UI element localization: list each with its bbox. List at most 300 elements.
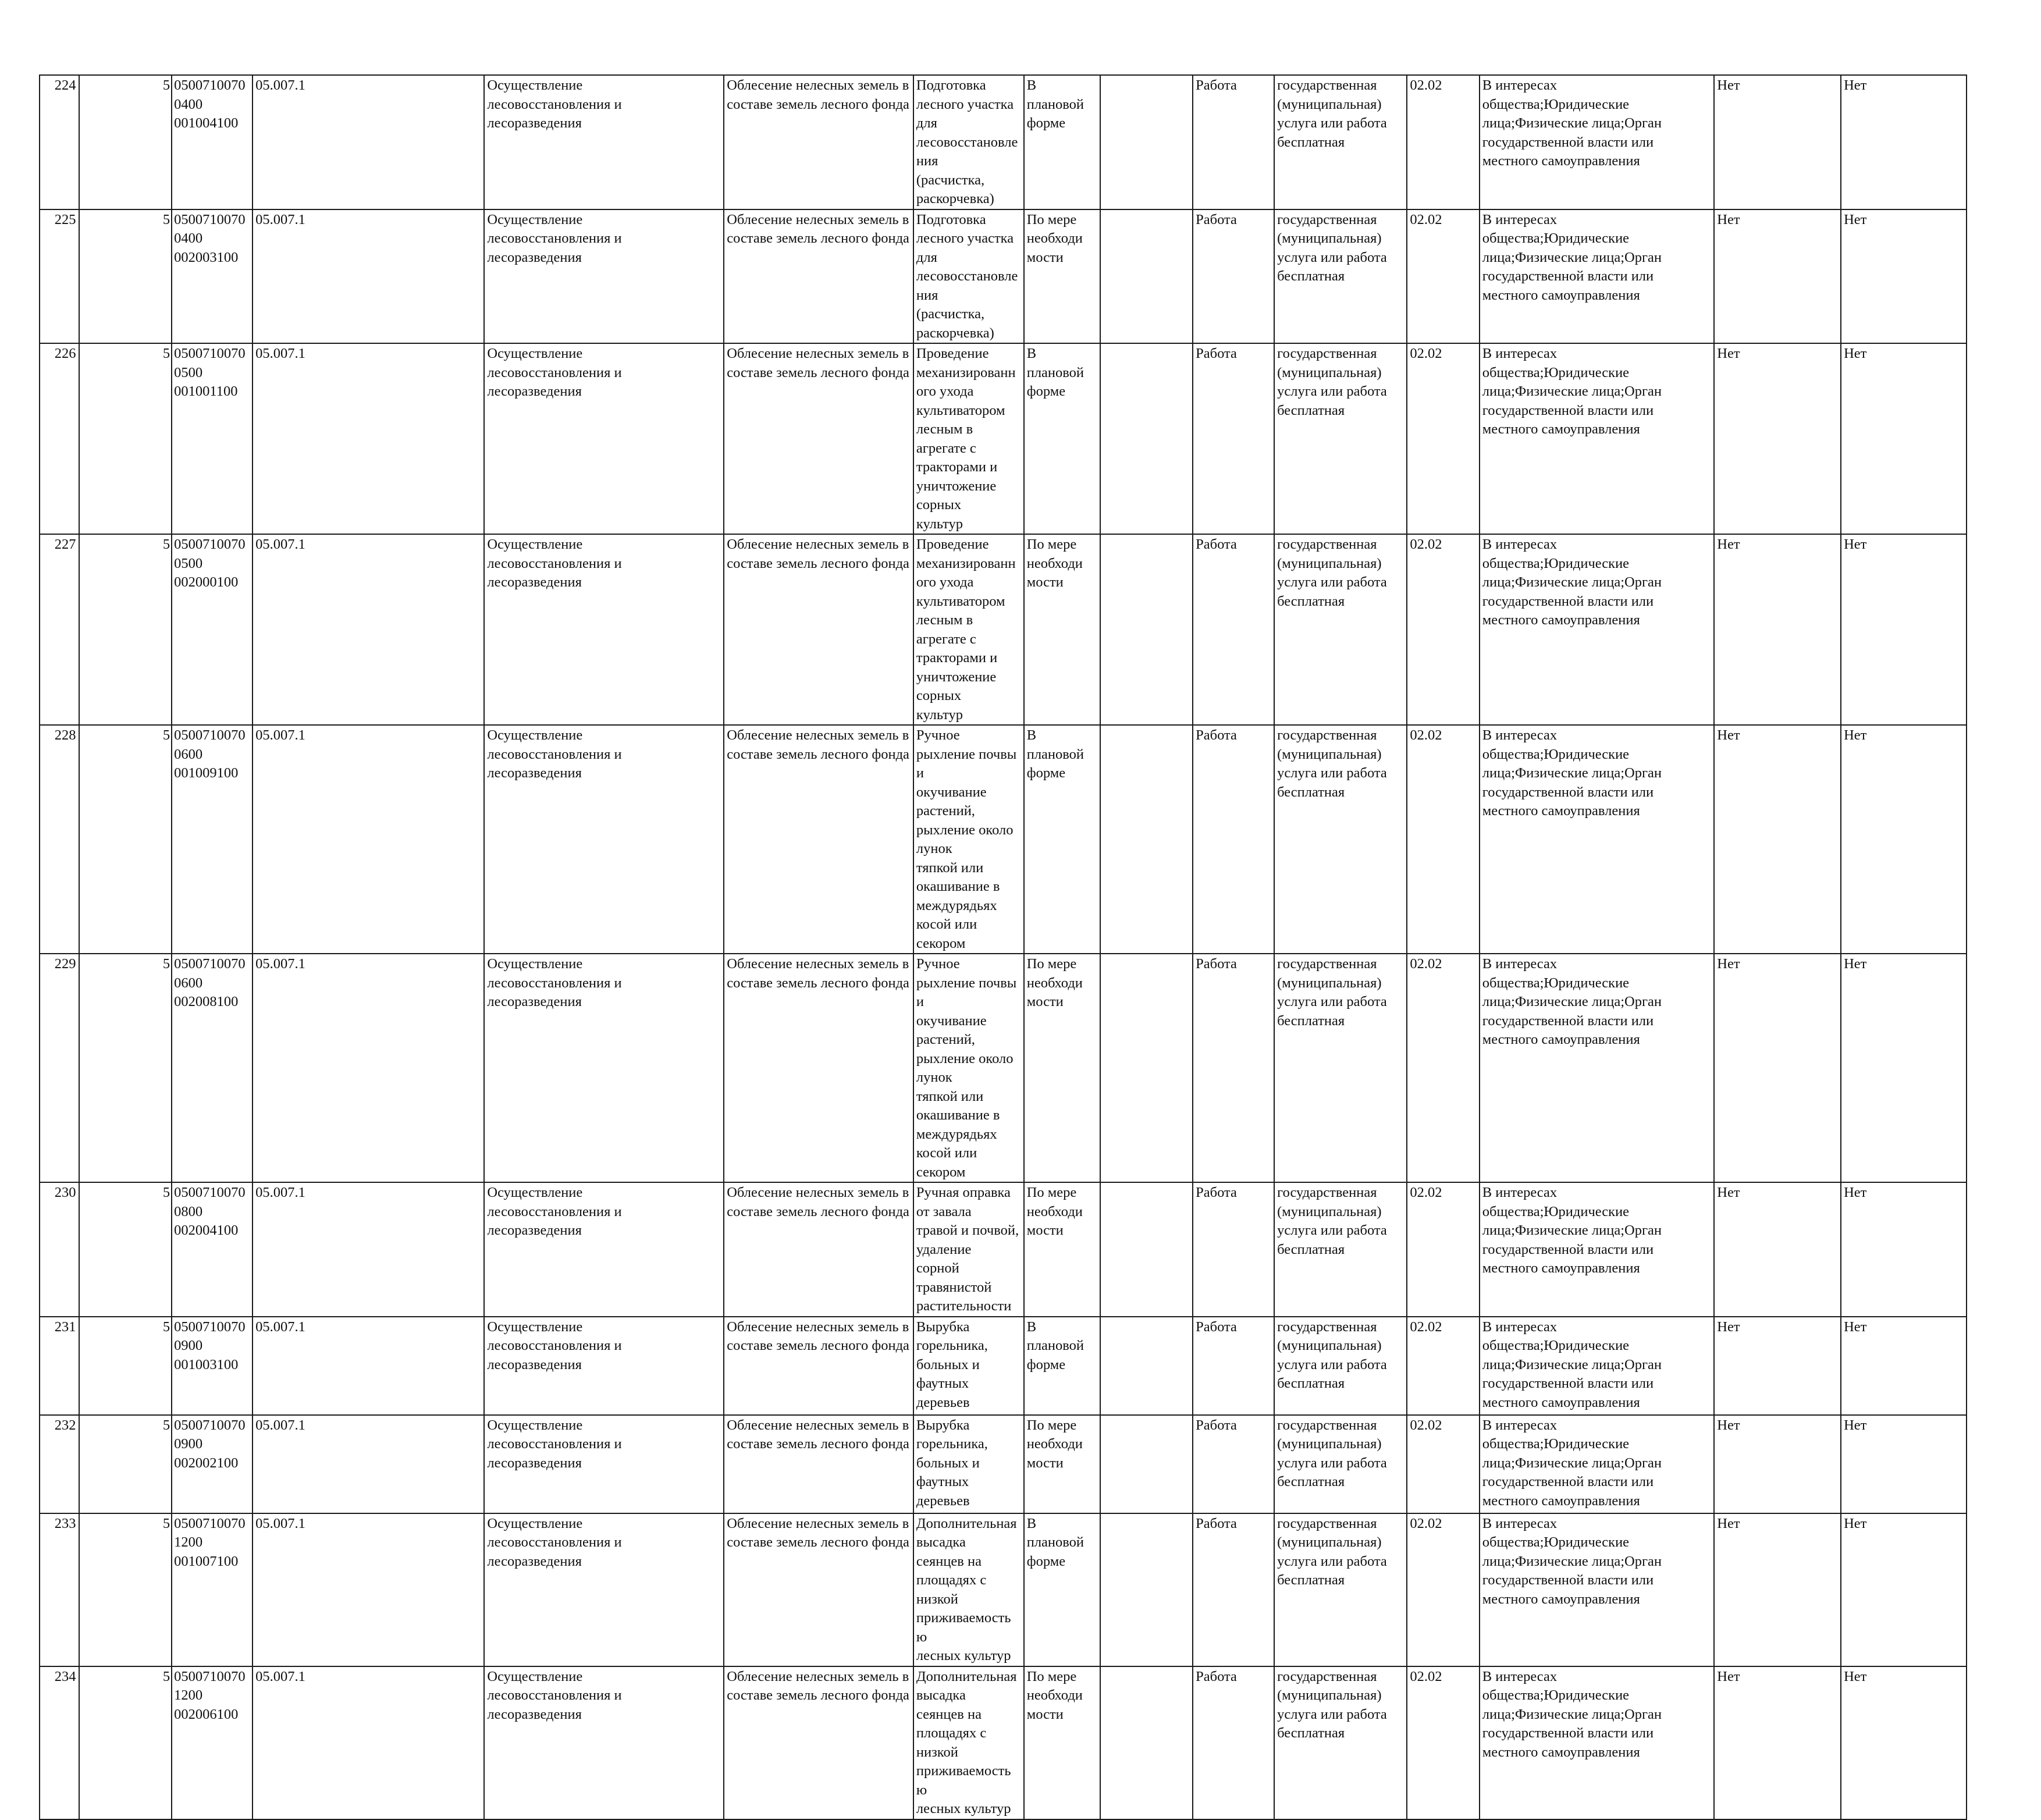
activity-name-cell bbox=[484, 534, 724, 725]
row-number-text: 225 bbox=[54, 211, 76, 228]
work-type-text: Работа bbox=[1196, 1185, 1237, 1200]
flag-text: Нет bbox=[1717, 211, 1740, 228]
table-row bbox=[40, 1317, 1967, 1415]
work-content-text: Подготовка лесного участка для лесовосстановления (расчистка, раскорчевка) bbox=[916, 211, 1018, 341]
work-type-text: Работа bbox=[1196, 77, 1237, 93]
row-number-text: 224 bbox=[54, 77, 76, 93]
flag-text: Нет bbox=[1717, 1668, 1740, 1684]
payment-type-text: государственная (муниципальная) услуга или работа бесплатная bbox=[1277, 727, 1387, 800]
okved2-cell bbox=[1407, 75, 1479, 209]
okved-code-text: 05.007.1 bbox=[255, 346, 305, 361]
category-cell bbox=[724, 534, 913, 725]
okved-code-text: 05.007.1 bbox=[255, 211, 305, 228]
registry-code-text: 05007100700900 002002100 bbox=[174, 1417, 246, 1471]
okved-code-cell bbox=[253, 343, 484, 534]
work-type-text: Работа bbox=[1196, 211, 1237, 228]
category-text: Облесение нелесных земель в составе земель лесного фонда bbox=[727, 1185, 909, 1220]
delivery-form-text: В плановой форме bbox=[1026, 77, 1084, 131]
payment-type-text: государственная (муниципальная) услуга или работа бесплатная bbox=[1277, 1185, 1387, 1257]
okved-code-text: 05.007.1 bbox=[255, 536, 305, 552]
row-number-text: 232 bbox=[54, 1417, 76, 1433]
activity-name-cell bbox=[484, 209, 724, 344]
registry-code-text: 05007100700400 002003100 bbox=[174, 211, 246, 265]
category-text: Облесение нелесных земель в составе земель лесного фонда bbox=[727, 956, 909, 991]
category-text: Облесение нелесных земель в составе земель лесного фонда bbox=[727, 1417, 909, 1452]
delivery-form-cell bbox=[1024, 343, 1101, 534]
empty-cell bbox=[1100, 725, 1193, 954]
empty-cell bbox=[1100, 1513, 1193, 1666]
registry-code-cell bbox=[172, 209, 253, 344]
flag-cell bbox=[1714, 954, 1841, 1182]
consumers-text: В интересах общества;Юридические лица;Физические лица;Орган государственной власти или местного самоуправления bbox=[1482, 211, 1662, 303]
work-type-text: Работа bbox=[1196, 1515, 1237, 1531]
level-text: 5 bbox=[162, 346, 170, 361]
okved2-text: 02.02 bbox=[1410, 956, 1442, 972]
work-type-cell bbox=[1193, 1666, 1274, 1819]
category-cell bbox=[724, 1317, 913, 1415]
consumers-cell bbox=[1480, 1513, 1714, 1666]
work-content-text: Ручное рыхление почвы и окучивание растений, рыхление около лунок тяпкой или окашивание в междурядьях косой или секором bbox=[916, 956, 1017, 1180]
registry-code-cell bbox=[172, 954, 253, 1182]
flag-text: Нет bbox=[1844, 1185, 1867, 1200]
okved2-cell bbox=[1407, 534, 1479, 725]
empty-cell bbox=[1100, 343, 1193, 534]
level-cell bbox=[79, 1415, 172, 1513]
okved2-text: 02.02 bbox=[1410, 536, 1442, 552]
okved-code-text: 05.007.1 bbox=[255, 1668, 305, 1684]
registry-code-text: 05007100700900 001003100 bbox=[174, 1318, 246, 1373]
level-cell bbox=[79, 1317, 172, 1415]
delivery-form-text: По мере необходи мости bbox=[1026, 536, 1083, 590]
work-type-cell bbox=[1193, 75, 1274, 209]
row-number-cell bbox=[40, 1182, 79, 1317]
register-body bbox=[40, 75, 1967, 1819]
consumers-cell bbox=[1480, 1666, 1714, 1819]
work-type-text: Работа bbox=[1196, 1318, 1237, 1335]
consumers-text: В интересах общества;Юридические лица;Физические лица;Орган государственной власти или местного самоуправления bbox=[1482, 1515, 1662, 1607]
delivery-form-text: В плановой форме bbox=[1026, 1515, 1084, 1569]
activity-name-cell bbox=[484, 1513, 724, 1666]
row-number-text: 230 bbox=[54, 1185, 76, 1200]
flag-text: Нет bbox=[1844, 77, 1867, 93]
okved2-text: 02.02 bbox=[1410, 1668, 1442, 1684]
flag-text: Нет bbox=[1717, 1318, 1740, 1335]
flag-text: Нет bbox=[1717, 536, 1740, 552]
table-row bbox=[40, 1415, 1967, 1513]
delivery-form-cell bbox=[1024, 954, 1101, 1182]
activity-name-cell bbox=[484, 1415, 724, 1513]
level-cell bbox=[79, 75, 172, 209]
delivery-form-cell bbox=[1024, 1182, 1101, 1317]
activity-name-cell bbox=[484, 343, 724, 534]
okved2-text: 02.02 bbox=[1410, 1318, 1442, 1335]
work-content-text: Вырубка горельника, больных и фаутных деревьев bbox=[916, 1417, 988, 1509]
okved-code-cell bbox=[253, 725, 484, 954]
payment-type-text: государственная (муниципальная) услуга или работа бесплатная bbox=[1277, 536, 1387, 609]
work-type-cell bbox=[1193, 534, 1274, 725]
work-type-text: Работа bbox=[1196, 536, 1237, 552]
delivery-form-cell bbox=[1024, 1415, 1101, 1513]
payment-type-text: государственная (муниципальная) услуга или работа бесплатная bbox=[1277, 77, 1387, 150]
okved2-text: 02.02 bbox=[1410, 727, 1442, 743]
work-content-text: Проведение механизированного ухода культиватором лесным в агрегате с тракторами и уничтожение сорных культур bbox=[916, 346, 1016, 532]
delivery-form-text: В плановой форме bbox=[1026, 346, 1084, 399]
category-cell bbox=[724, 1182, 913, 1317]
level-cell bbox=[79, 534, 172, 725]
flag-text: Нет bbox=[1717, 1417, 1740, 1433]
flag-cell bbox=[1714, 75, 1841, 209]
category-text: Облесение нелесных земель в составе земель лесного фонда bbox=[727, 211, 909, 246]
consumers-cell bbox=[1480, 534, 1714, 725]
work-type-cell bbox=[1193, 725, 1274, 954]
row-number-cell bbox=[40, 209, 79, 344]
category-text: Облесение нелесных земель в составе земель лесного фонда bbox=[727, 1318, 909, 1353]
work-content-cell bbox=[913, 1182, 1024, 1317]
work-content-text: Ручное рыхление почвы и окучивание растений, рыхление около лунок тяпкой или окашивание в междурядьях косой или секором bbox=[916, 727, 1017, 951]
okved2-cell bbox=[1407, 209, 1479, 344]
category-text: Облесение нелесных земель в составе земель лесного фонда bbox=[727, 1668, 909, 1703]
payment-type-cell bbox=[1274, 1415, 1407, 1513]
flag-text: Нет bbox=[1844, 956, 1867, 972]
row-number-text: 226 bbox=[54, 346, 76, 361]
category-text: Облесение нелесных земель в составе земель лесного фонда bbox=[727, 536, 909, 571]
work-content-cell bbox=[913, 343, 1024, 534]
flag-text: Нет bbox=[1717, 956, 1740, 972]
flag-text: Нет bbox=[1717, 77, 1740, 93]
level-text: 5 bbox=[162, 727, 170, 743]
okved2-cell bbox=[1407, 1317, 1479, 1415]
delivery-form-text: По мере необходи мости bbox=[1026, 956, 1083, 1009]
consumers-cell bbox=[1480, 725, 1714, 954]
consumers-cell bbox=[1480, 1415, 1714, 1513]
flag-text: Нет bbox=[1844, 536, 1867, 552]
row-number-cell bbox=[40, 954, 79, 1182]
flag-cell bbox=[1841, 1415, 1967, 1513]
table-row bbox=[40, 1513, 1967, 1666]
activity-name-cell bbox=[484, 954, 724, 1182]
registry-code-cell bbox=[172, 1317, 253, 1415]
empty-cell bbox=[1100, 75, 1193, 209]
level-cell bbox=[79, 954, 172, 1182]
work-type-text: Работа bbox=[1196, 346, 1237, 361]
delivery-form-cell bbox=[1024, 1317, 1101, 1415]
work-type-text: Работа bbox=[1196, 727, 1237, 743]
table-row bbox=[40, 954, 1967, 1182]
row-number-cell bbox=[40, 725, 79, 954]
work-type-cell bbox=[1193, 954, 1274, 1182]
row-number-text: 229 bbox=[54, 956, 76, 972]
work-content-text: Дополнительная высадка сеянцев на площадях с низкой приживаемостью лесных культур bbox=[916, 1515, 1017, 1663]
delivery-form-text: По мере необходи мости bbox=[1026, 1417, 1083, 1471]
level-text: 5 bbox=[162, 1185, 170, 1200]
flag-cell bbox=[1841, 343, 1967, 534]
payment-type-cell bbox=[1274, 725, 1407, 954]
activity-name-text: Осуществление лесовосстановления и лесоразведения bbox=[487, 211, 622, 265]
work-content-text: Дополнительная высадка сеянцев на площадях с низкой приживаемостью лесных культур bbox=[916, 1668, 1017, 1817]
work-content-cell bbox=[913, 534, 1024, 725]
work-content-cell bbox=[913, 1415, 1024, 1513]
level-text: 5 bbox=[162, 1515, 170, 1531]
flag-cell bbox=[1841, 1182, 1967, 1317]
work-content-text: Подготовка лесного участка для лесовосстановления (расчистка, раскорчевка) bbox=[916, 77, 1018, 207]
activity-name-text: Осуществление лесовосстановления и лесоразведения bbox=[487, 77, 622, 131]
delivery-form-cell bbox=[1024, 209, 1101, 344]
activity-name-text: Осуществление лесовосстановления и лесоразведения bbox=[487, 536, 622, 590]
consumers-text: В интересах общества;Юридические лица;Физические лица;Орган государственной власти или местного самоуправления bbox=[1482, 1417, 1662, 1509]
payment-type-cell bbox=[1274, 1513, 1407, 1666]
level-text: 5 bbox=[162, 1417, 170, 1433]
delivery-form-text: В плановой форме bbox=[1026, 727, 1084, 781]
registry-code-text: 05007100700500 001001100 bbox=[174, 346, 246, 399]
row-number-text: 231 bbox=[54, 1318, 76, 1335]
work-content-cell bbox=[913, 725, 1024, 954]
category-cell bbox=[724, 75, 913, 209]
okved2-cell bbox=[1407, 1415, 1479, 1513]
work-type-cell bbox=[1193, 343, 1274, 534]
registry-code-text: 05007100700600 001009100 bbox=[174, 727, 246, 781]
okved2-cell bbox=[1407, 1513, 1479, 1666]
services-register-table bbox=[39, 74, 1967, 1820]
activity-name-text: Осуществление лесовосстановления и лесоразведения bbox=[487, 1417, 622, 1471]
activity-name-text: Осуществление лесовосстановления и лесоразведения bbox=[487, 1668, 622, 1722]
empty-cell bbox=[1100, 534, 1193, 725]
level-cell bbox=[79, 725, 172, 954]
okved2-text: 02.02 bbox=[1410, 77, 1442, 93]
flag-cell bbox=[1714, 1513, 1841, 1666]
work-content-text: Ручная оправка от завала травой и почвой, удаление сорной травянистой растительности bbox=[916, 1185, 1019, 1314]
payment-type-text: государственная (муниципальная) услуга или работа бесплатная bbox=[1277, 1417, 1387, 1490]
work-type-cell bbox=[1193, 209, 1274, 344]
level-text: 5 bbox=[162, 956, 170, 972]
category-text: Облесение нелесных земель в составе земель лесного фонда bbox=[727, 77, 909, 112]
level-text: 5 bbox=[162, 1318, 170, 1335]
okved2-cell bbox=[1407, 725, 1479, 954]
registry-code-text: 05007100701200 001007100 bbox=[174, 1515, 246, 1569]
flag-cell bbox=[1841, 534, 1967, 725]
registry-code-text: 05007100700800 002004100 bbox=[174, 1185, 246, 1238]
level-cell bbox=[79, 209, 172, 344]
flag-cell bbox=[1714, 725, 1841, 954]
consumers-text: В интересах общества;Юридические лица;Физические лица;Орган государственной власти или местного самоуправления bbox=[1482, 77, 1662, 169]
flag-cell bbox=[1714, 1317, 1841, 1415]
flag-text: Нет bbox=[1844, 727, 1867, 743]
flag-text: Нет bbox=[1844, 1515, 1867, 1531]
okved-code-cell bbox=[253, 534, 484, 725]
level-cell bbox=[79, 1666, 172, 1819]
flag-cell bbox=[1714, 1666, 1841, 1819]
consumers-text: В интересах общества;Юридические лица;Физические лица;Орган государственной власти или местного самоуправления bbox=[1482, 1668, 1662, 1760]
delivery-form-cell bbox=[1024, 1513, 1101, 1666]
okved2-cell bbox=[1407, 1666, 1479, 1819]
row-number-cell bbox=[40, 534, 79, 725]
activity-name-cell bbox=[484, 725, 724, 954]
activity-name-cell bbox=[484, 1666, 724, 1819]
consumers-cell bbox=[1480, 1182, 1714, 1317]
flag-text: Нет bbox=[1844, 1668, 1867, 1684]
flag-cell bbox=[1841, 1317, 1967, 1415]
level-cell bbox=[79, 1182, 172, 1317]
consumers-cell bbox=[1480, 75, 1714, 209]
row-number-cell bbox=[40, 1415, 79, 1513]
level-text: 5 bbox=[162, 1668, 170, 1684]
payment-type-text: государственная (муниципальная) услуга или работа бесплатная bbox=[1277, 956, 1387, 1029]
registry-code-cell bbox=[172, 1513, 253, 1666]
level-cell bbox=[79, 1513, 172, 1666]
okved2-text: 02.02 bbox=[1410, 1417, 1442, 1433]
category-text: Облесение нелесных земель в составе земель лесного фонда bbox=[727, 727, 909, 762]
activity-name-text: Осуществление лесовосстановления и лесоразведения bbox=[487, 1318, 622, 1373]
okved2-text: 02.02 bbox=[1410, 211, 1442, 228]
table-row bbox=[40, 1666, 1967, 1819]
flag-cell bbox=[1714, 1415, 1841, 1513]
activity-name-text: Осуществление лесовосстановления и лесоразведения bbox=[487, 727, 622, 781]
consumers-text: В интересах общества;Юридические лица;Физические лица;Орган государственной власти или местного самоуправления bbox=[1482, 1318, 1662, 1410]
okved-code-cell bbox=[253, 1182, 484, 1317]
consumers-cell bbox=[1480, 209, 1714, 344]
flag-text: Нет bbox=[1844, 211, 1867, 228]
registry-code-text: 05007100700500 002000100 bbox=[174, 536, 246, 590]
registry-code-text: 05007100700600 002008100 bbox=[174, 956, 246, 1009]
work-content-cell bbox=[913, 954, 1024, 1182]
flag-cell bbox=[1841, 954, 1967, 1182]
work-type-cell bbox=[1193, 1317, 1274, 1415]
delivery-form-cell bbox=[1024, 725, 1101, 954]
category-cell bbox=[724, 1513, 913, 1666]
flag-text: Нет bbox=[1717, 1515, 1740, 1531]
okved2-cell bbox=[1407, 1182, 1479, 1317]
work-content-cell bbox=[913, 1317, 1024, 1415]
row-number-text: 233 bbox=[54, 1515, 76, 1531]
row-number-text: 228 bbox=[54, 727, 76, 743]
work-content-cell bbox=[913, 75, 1024, 209]
flag-text: Нет bbox=[1717, 346, 1740, 361]
level-cell bbox=[79, 343, 172, 534]
registry-code-cell bbox=[172, 75, 253, 209]
payment-type-text: государственная (муниципальная) услуга или работа бесплатная bbox=[1277, 1668, 1387, 1741]
delivery-form-text: По мере необходи мости bbox=[1026, 1185, 1083, 1238]
consumers-cell bbox=[1480, 1317, 1714, 1415]
delivery-form-text: В плановой форме bbox=[1026, 1318, 1084, 1373]
consumers-text: В интересах общества;Юридические лица;Физические лица;Орган государственной власти или местного самоуправления bbox=[1482, 1185, 1662, 1276]
work-type-text: Работа bbox=[1196, 956, 1237, 972]
payment-type-cell bbox=[1274, 534, 1407, 725]
row-number-cell bbox=[40, 1513, 79, 1666]
delivery-form-cell bbox=[1024, 75, 1101, 209]
empty-cell bbox=[1100, 1666, 1193, 1819]
empty-cell bbox=[1100, 954, 1193, 1182]
consumers-cell bbox=[1480, 343, 1714, 534]
okved-code-cell bbox=[253, 1666, 484, 1819]
level-text: 5 bbox=[162, 536, 170, 552]
table-row bbox=[40, 534, 1967, 725]
okved2-text: 02.02 bbox=[1410, 1515, 1442, 1531]
flag-text: Нет bbox=[1844, 1318, 1867, 1335]
row-number-cell bbox=[40, 1317, 79, 1415]
okved-code-text: 05.007.1 bbox=[255, 1417, 305, 1433]
activity-name-cell bbox=[484, 1182, 724, 1317]
flag-cell bbox=[1714, 534, 1841, 725]
okved-code-cell bbox=[253, 1317, 484, 1415]
delivery-form-cell bbox=[1024, 1666, 1101, 1819]
flag-text: Нет bbox=[1717, 1185, 1740, 1200]
flag-cell bbox=[1841, 725, 1967, 954]
table-row bbox=[40, 725, 1967, 954]
work-content-cell bbox=[913, 1666, 1024, 1819]
category-text: Облесение нелесных земель в составе земель лесного фонда bbox=[727, 346, 909, 381]
consumers-text: В интересах общества;Юридические лица;Физические лица;Орган государственной власти или местного самоуправления bbox=[1482, 727, 1662, 819]
work-content-cell bbox=[913, 1513, 1024, 1666]
category-cell bbox=[724, 954, 913, 1182]
empty-cell bbox=[1100, 1182, 1193, 1317]
okved-code-cell bbox=[253, 954, 484, 1182]
row-number-cell bbox=[40, 1666, 79, 1819]
activity-name-cell bbox=[484, 1317, 724, 1415]
okved2-cell bbox=[1407, 954, 1479, 1182]
work-content-cell bbox=[913, 209, 1024, 344]
okved2-text: 02.02 bbox=[1410, 1185, 1442, 1200]
consumers-text: В интересах общества;Юридические лица;Физические лица;Орган государственной власти или местного самоуправления bbox=[1482, 956, 1662, 1047]
registry-code-text: 05007100700400 001004100 bbox=[174, 77, 246, 131]
payment-type-text: государственная (муниципальная) услуга или работа бесплатная bbox=[1277, 211, 1387, 284]
activity-name-cell bbox=[484, 75, 724, 209]
table-row bbox=[40, 1182, 1967, 1317]
table-row bbox=[40, 75, 1967, 209]
registry-code-cell bbox=[172, 534, 253, 725]
registry-code-cell bbox=[172, 1182, 253, 1317]
flag-cell bbox=[1714, 1182, 1841, 1317]
activity-name-text: Осуществление лесовосстановления и лесоразведения bbox=[487, 346, 622, 399]
okved-code-text: 05.007.1 bbox=[255, 1318, 305, 1335]
work-type-cell bbox=[1193, 1182, 1274, 1317]
category-text: Облесение нелесных земель в составе земель лесного фонда bbox=[727, 1515, 909, 1550]
payment-type-cell bbox=[1274, 75, 1407, 209]
flag-cell bbox=[1841, 75, 1967, 209]
registry-code-cell bbox=[172, 1666, 253, 1819]
delivery-form-cell bbox=[1024, 534, 1101, 725]
category-cell bbox=[724, 343, 913, 534]
okved-code-text: 05.007.1 bbox=[255, 956, 305, 972]
category-cell bbox=[724, 1666, 913, 1819]
okved-code-text: 05.007.1 bbox=[255, 1515, 305, 1531]
flag-text: Нет bbox=[1844, 346, 1867, 361]
category-cell bbox=[724, 725, 913, 954]
payment-type-cell bbox=[1274, 1666, 1407, 1819]
payment-type-text: государственная (муниципальная) услуга или работа бесплатная bbox=[1277, 1318, 1387, 1391]
registry-code-cell bbox=[172, 343, 253, 534]
consumers-text: В интересах общества;Юридические лица;Физические лица;Орган государственной власти или местного самоуправления bbox=[1482, 346, 1662, 437]
flag-cell bbox=[1714, 343, 1841, 534]
okved-code-text: 05.007.1 bbox=[255, 1185, 305, 1200]
okved-code-cell bbox=[253, 1415, 484, 1513]
okved2-text: 02.02 bbox=[1410, 346, 1442, 361]
okved2-cell bbox=[1407, 343, 1479, 534]
activity-name-text: Осуществление лесовосстановления и лесоразведения bbox=[487, 1515, 622, 1569]
registry-code-cell bbox=[172, 1415, 253, 1513]
empty-cell bbox=[1100, 1415, 1193, 1513]
flag-cell bbox=[1841, 1513, 1967, 1666]
activity-name-text: Осуществление лесовосстановления и лесоразведения bbox=[487, 1185, 622, 1238]
flag-cell bbox=[1714, 209, 1841, 344]
consumers-text: В интересах общества;Юридические лица;Физические лица;Орган государственной власти или местного самоуправления bbox=[1482, 536, 1662, 628]
delivery-form-text: По мере необходи мости bbox=[1026, 211, 1083, 265]
registry-code-text: 05007100701200 002006100 bbox=[174, 1668, 246, 1722]
activity-name-text: Осуществление лесовосстановления и лесоразведения bbox=[487, 956, 622, 1009]
payment-type-cell bbox=[1274, 1317, 1407, 1415]
payment-type-cell bbox=[1274, 343, 1407, 534]
table-row bbox=[40, 343, 1967, 534]
work-type-cell bbox=[1193, 1415, 1274, 1513]
payment-type-cell bbox=[1274, 954, 1407, 1182]
